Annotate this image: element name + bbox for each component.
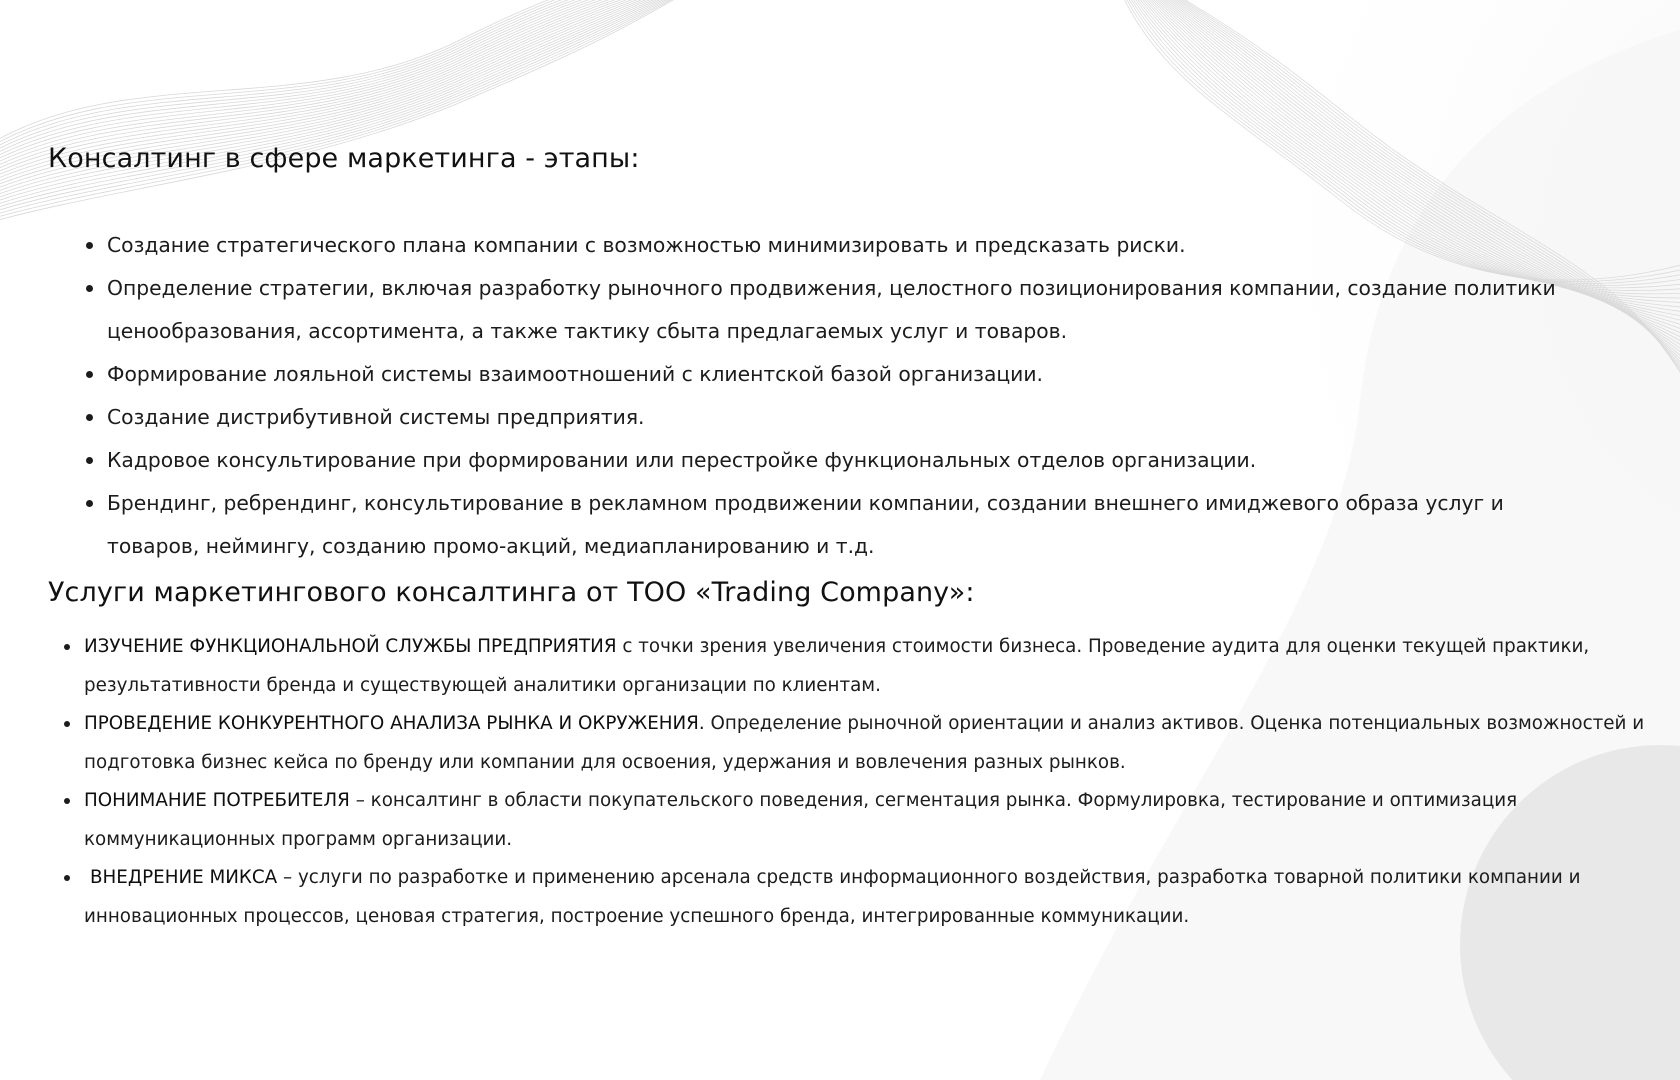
services-list bbox=[62, 628, 1662, 936]
stage-item: Создание стратегического плана компании с возможностью минимизировать и предсказать риски. bbox=[86, 224, 1566, 267]
service-lead: ИЗУЧЕНИЕ ФУНКЦИОНАЛЬНОЙ СЛУЖБЫ ПРЕДПРИЯТИЯ bbox=[84, 636, 617, 657]
service-item bbox=[62, 859, 1662, 936]
stages-list bbox=[86, 224, 1566, 568]
service-item bbox=[62, 628, 1662, 705]
stage-item: Создание дистрибутивной системы предприятия. bbox=[86, 396, 1566, 439]
service-text: с точки зрения увеличения стоимости бизнеса. Проведение аудита для оценки текущей практики, результативности бренда и существующей аналитики организации по клиентам. bbox=[84, 636, 1590, 696]
stage-item: Определение стратегии, включая разработку рыночного продвижения, целостного позиционирования компании, создание политики ценообразования, ассортимента, а также тактику сбыта предлагаемых услуг и товаров. bbox=[86, 267, 1566, 353]
service-text: Определение рыночной ориентации и анализ активов. Оценка потенциальных возможностей и подготовка бизнес кейса по бренду или компании для освоения, удержания и вовлечения разных рынков. bbox=[84, 713, 1645, 773]
service-text: – консалтинг в области покупательского поведения, сегментация рынка. Формулировка, тестирование и оптимизация коммуникационных программ организации. bbox=[84, 790, 1518, 850]
section-title-services: Услуги маркетингового консалтинга от ТОО «Trading Company»: bbox=[48, 577, 975, 608]
section-title-stages: Консалтинг в сфере маркетинга - этапы: bbox=[48, 143, 640, 174]
service-lead: ПОНИМАНИЕ ПОТРЕБИТЕЛЯ bbox=[84, 790, 350, 811]
service-item bbox=[62, 705, 1662, 782]
service-lead: ПРОВЕДЕНИЕ КОНКУРЕНТНОГО АНАЛИЗА РЫНКА И ОКРУЖЕНИЯ. bbox=[84, 713, 705, 734]
service-lead: ВНЕДРЕНИЕ МИКСА bbox=[90, 867, 278, 888]
service-item bbox=[62, 782, 1662, 859]
stage-item: Формирование лояльной системы взаимоотношений с клиентской базой организации. bbox=[86, 353, 1566, 396]
service-text: – услуги по разработке и применению арсенала средств информационного воздействия, разработка товарной политики компании и инновационных процессов, ценовая стратегия, построение успешного бренда, интегрированные коммуникации. bbox=[84, 867, 1581, 927]
stage-item: Брендинг, ребрендинг, консультирование в рекламном продвижении компании, создании внешнего имиджевого образа услуг и товаров, неймингу, созданию промо-акций, медиапланированию и т.д. bbox=[86, 482, 1566, 568]
stage-item: Кадровое консультирование при формировании или перестройке функциональных отделов организации. bbox=[86, 439, 1566, 482]
